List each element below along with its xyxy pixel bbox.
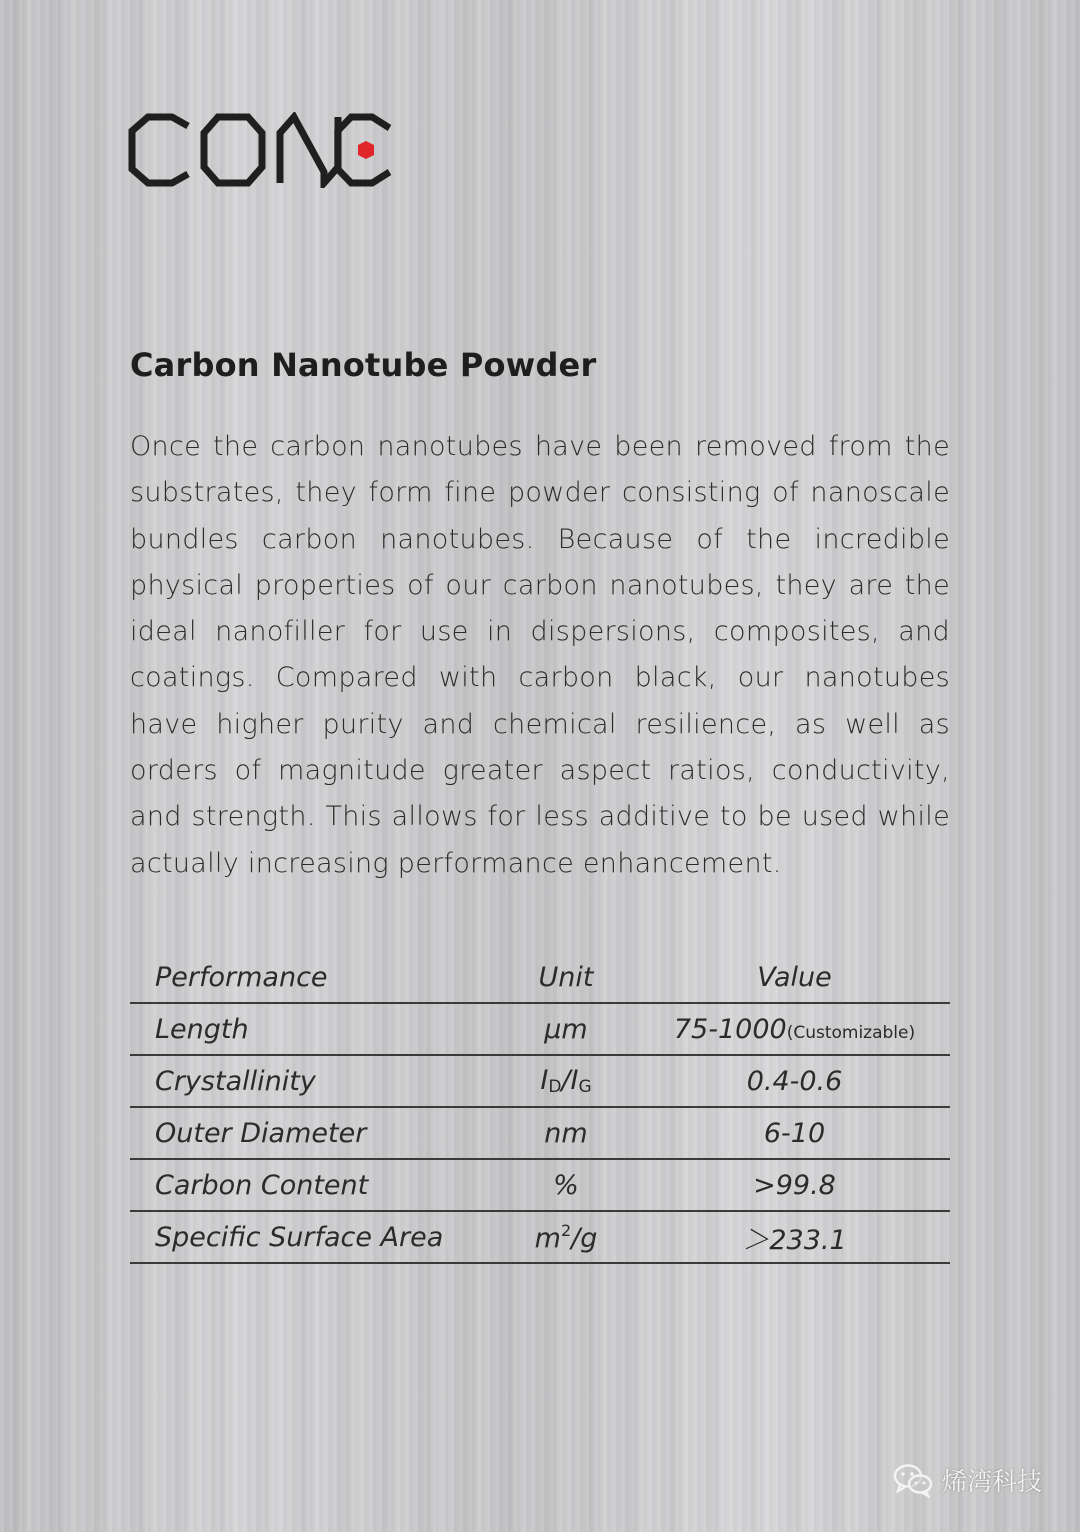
row-value: 0.4-0.6: [746, 1065, 843, 1097]
row-value: 6-10: [763, 1117, 826, 1149]
wechat-icon: [892, 1462, 934, 1498]
row-value-note: (Customizable): [786, 1022, 916, 1043]
table-row: [130, 1108, 950, 1160]
logo-letter-c: [132, 117, 188, 183]
unit-sub-d: D: [548, 1077, 562, 1097]
header-performance: Performance: [155, 961, 328, 993]
logo-letter-o: [204, 117, 262, 183]
row-performance: Carbon Content: [155, 1169, 369, 1201]
row-unit: nm: [544, 1117, 588, 1149]
spec-table: [130, 952, 950, 1264]
cone-logo: [128, 112, 398, 188]
table-row: [130, 1160, 950, 1212]
unit-sub-g: G: [578, 1077, 592, 1097]
row-unit: μm: [544, 1013, 588, 1045]
unit-base: m: [534, 1222, 561, 1254]
row-unit: [493, 1065, 639, 1097]
unit-rest: /g: [571, 1222, 598, 1254]
watermark-text: 烯湾科技: [942, 1467, 1043, 1496]
table-row: [130, 1056, 950, 1108]
row-unit: %: [553, 1169, 579, 1201]
row-unit: [493, 1221, 639, 1254]
product-heading: Carbon Nanotube Powder: [130, 346, 597, 384]
unit-main: I: [540, 1065, 549, 1096]
row-performance: Length: [155, 1013, 249, 1045]
logo-red-hexagon: [358, 141, 374, 159]
logo-letter-n: [280, 117, 338, 183]
header-unit: Unit: [538, 961, 594, 993]
row-performance: Crystallinity: [155, 1065, 316, 1097]
row-performance: Specific Surface Area: [155, 1221, 444, 1253]
table-row: [130, 1212, 950, 1264]
row-value: [639, 1014, 950, 1045]
header-value: Value: [757, 961, 832, 993]
row-value-number: 75-1000: [673, 1013, 787, 1045]
row-value: >99.8: [753, 1169, 836, 1201]
table-row: [130, 1004, 950, 1056]
table-header-row: [130, 952, 950, 1004]
row-performance: Outer Diameter: [155, 1117, 367, 1149]
product-description: Once the carbon nanotubes have been removed from the substrates, they form fine powder consisting of nanoscale bundles carbon nanotubes. Because of the incredible physical properties of our carbon nanotubes, they are the ideal nanofiller for use in dispersions, composites, and coatings. Compared with carbon black, our nanotubes have higher purity and chemical resilience, as well as orders of magnitude greater aspect ratios, conductivity, and strength. This allows for less additive to be used while actually increasing performance enhancement.: [130, 431, 950, 879]
wechat-watermark: [892, 1462, 1042, 1498]
unit-sup: 2: [560, 1220, 572, 1240]
row-value: ＞233.1: [742, 1224, 847, 1256]
unit-slash: /I: [561, 1065, 579, 1096]
